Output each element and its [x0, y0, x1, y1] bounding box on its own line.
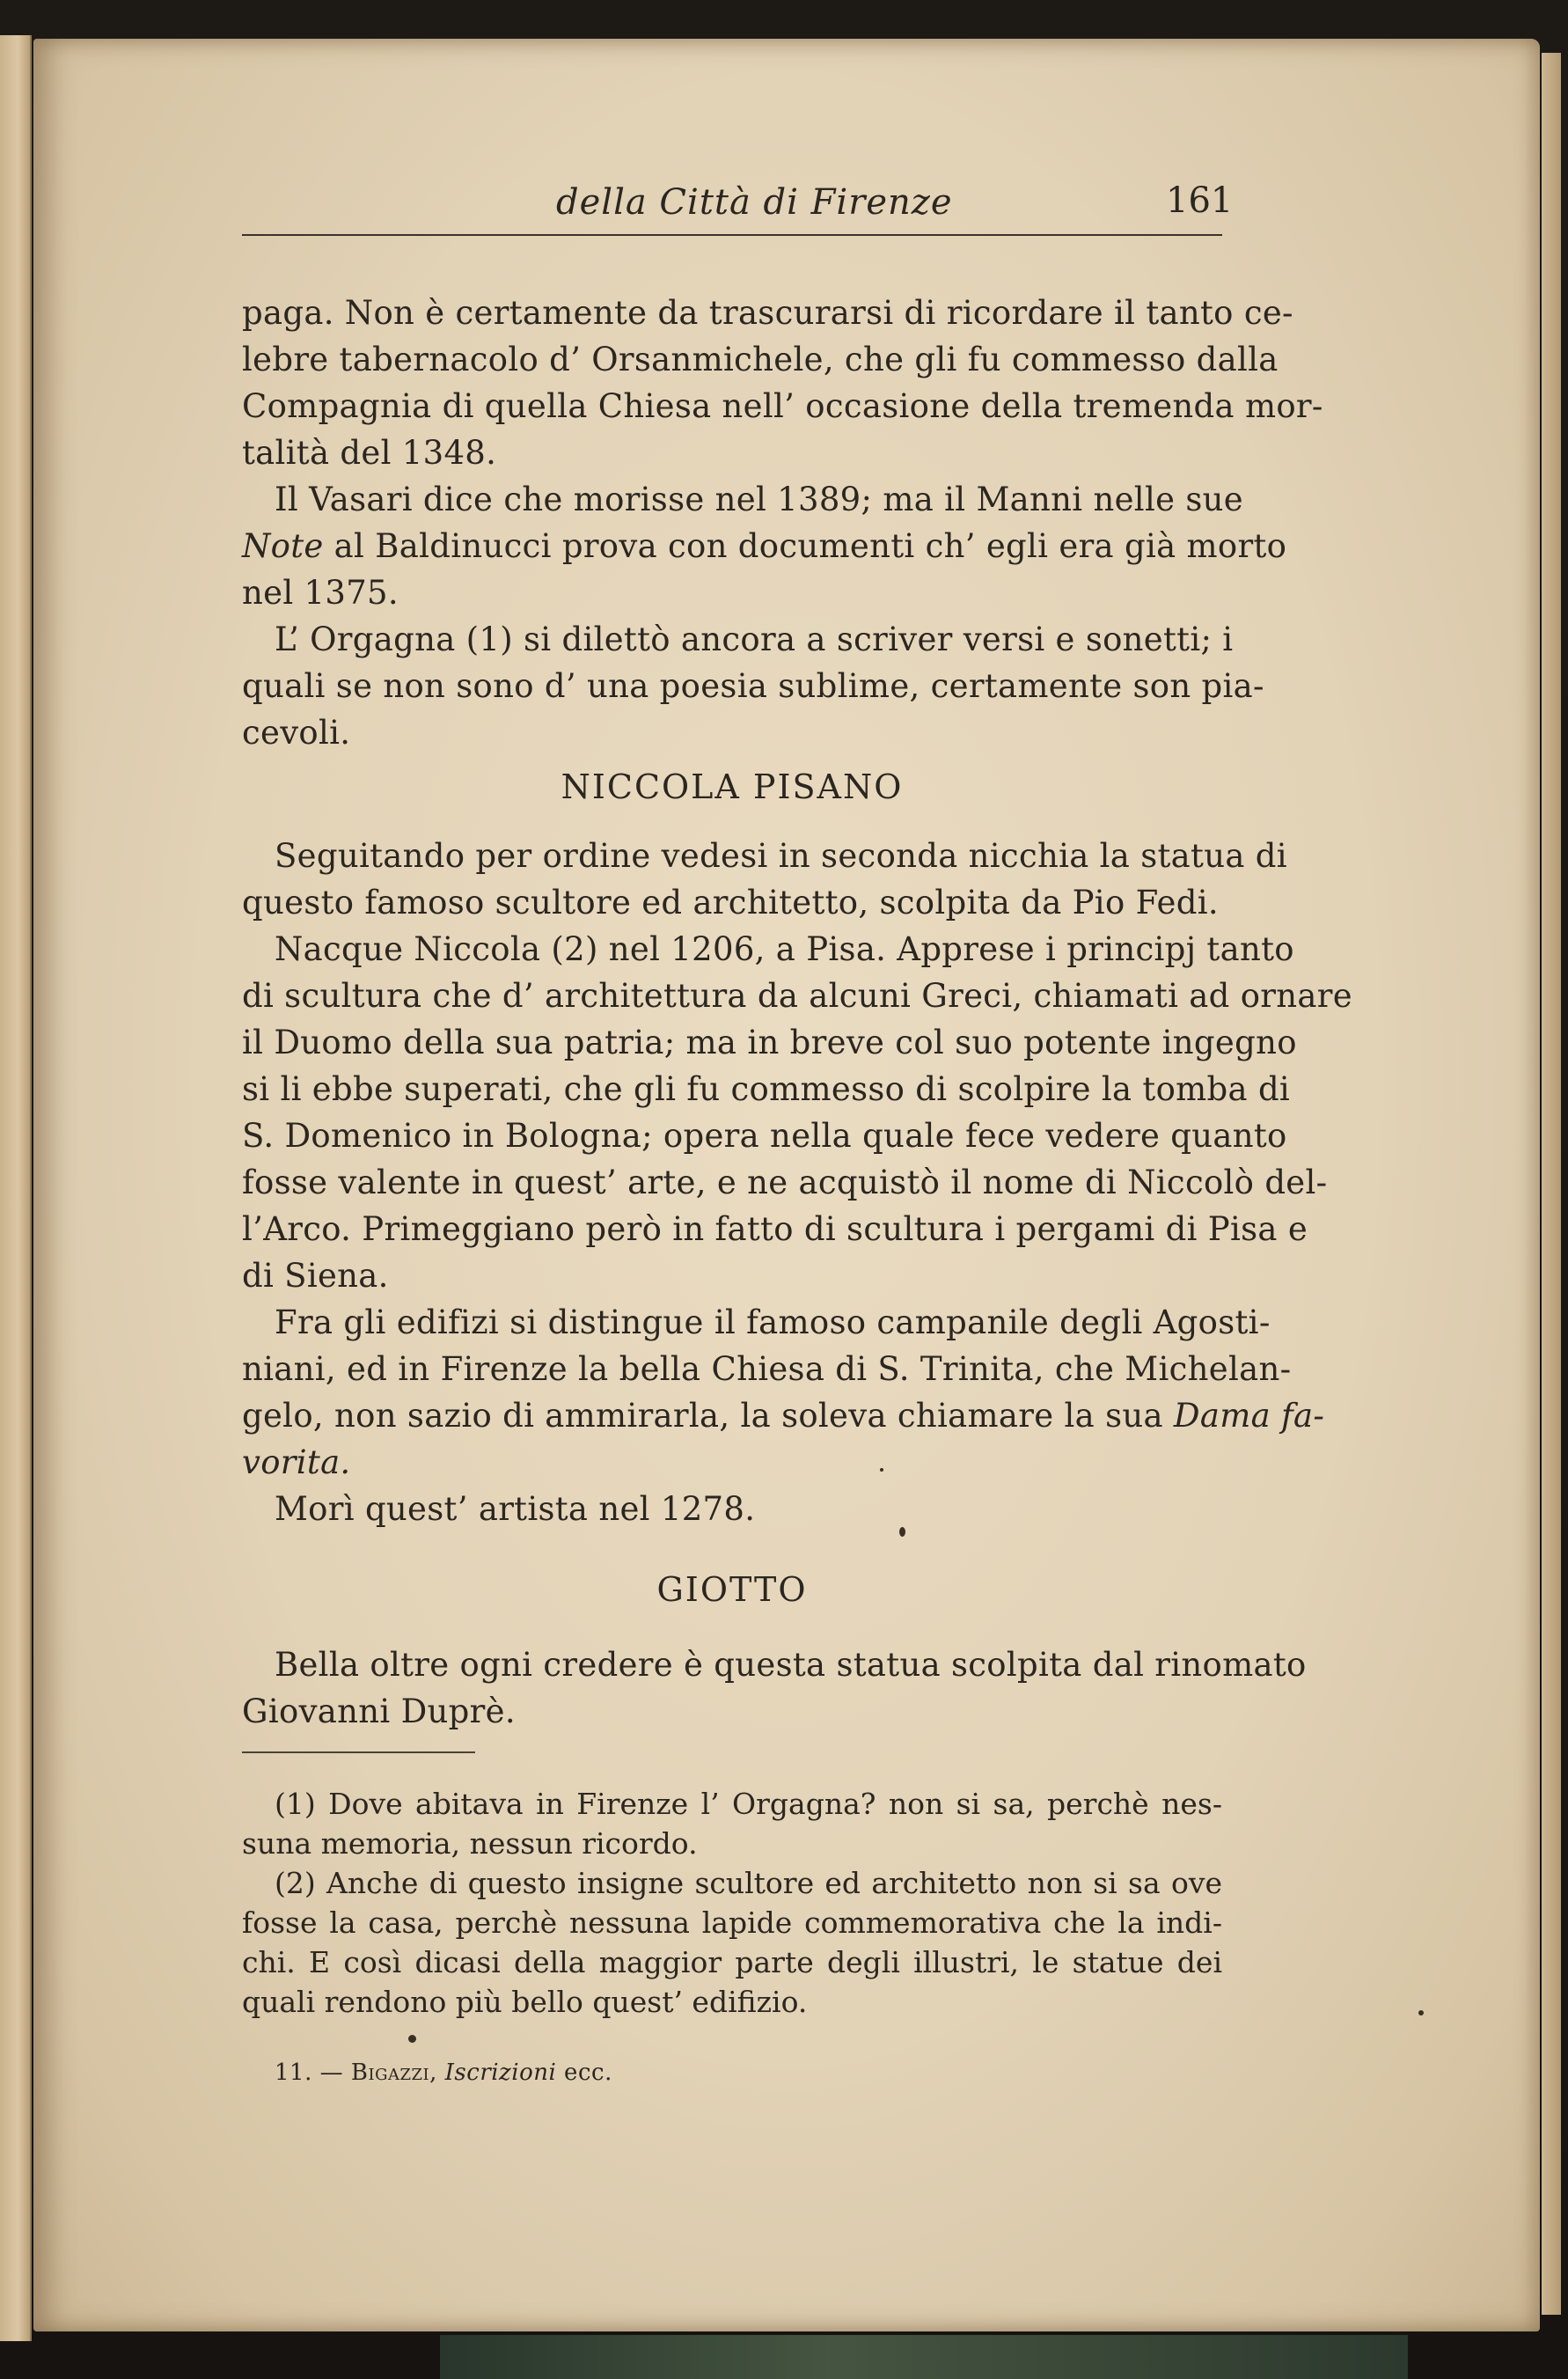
ink-speck — [899, 1527, 905, 1537]
footnote-line: suna memoria, nessun ricordo. — [242, 1826, 698, 1861]
header-rule — [242, 234, 1222, 236]
text-line: paga. Non è certamente da trascurarsi di ricordare il tanto ce- — [242, 294, 1293, 332]
text-line: il Duomo della sua patria; ma in breve col suo potente ingegno — [242, 1024, 1297, 1061]
text-line: L’ Orgagna (1) si dilettò ancora a scriver versi e sonetti; i — [275, 620, 1234, 658]
section-heading-giotto: GIOTTO — [656, 1570, 808, 1609]
text-line: Nacque Niccola (2) nel 1206, a Pisa. Apprese i principj tanto — [275, 930, 1294, 968]
text-line: fosse valente in quest’ arte, e ne acquistò il nome di Niccolò del- — [242, 1164, 1328, 1201]
text-line: l’Arco. Primeggiano però in fatto di scultura i pergami di Pisa e — [242, 1210, 1308, 1248]
text-line: Morì quest’ artista nel 1278. — [275, 1490, 756, 1528]
footnote-rule — [242, 1751, 475, 1753]
text-line: lebre tabernacolo d’ Orsanmichele, che gli fu commesso dalla — [242, 341, 1279, 378]
text-span: gelo, non sazio di ammirarla, la soleva chiamare la sua — [242, 1397, 1174, 1435]
footnote-line: chi. E così dicasi della maggior parte degli illustri, le statue dei — [242, 1945, 1222, 1979]
text-line: S. Domenico in Bologna; opera nella quale fece vedere quanto — [242, 1117, 1287, 1155]
ink-speck — [880, 1468, 883, 1472]
italic-word: Note — [242, 527, 324, 565]
text-line: questo famoso scultore ed architetto, scolpita da Pio Fedi. — [242, 884, 1219, 921]
page-number: 161 — [1166, 180, 1234, 221]
running-header-title: della Città di Firenze — [556, 182, 953, 223]
text-line: niani, ed in Firenze la bella Chiesa di S. Trinita, che Michelan- — [242, 1350, 1292, 1388]
text-line: Fra gli edifizi si distingue il famoso campanile degli Agosti- — [275, 1303, 1271, 1341]
signature-mark — [275, 2060, 612, 2086]
italic-word: vorita. — [242, 1443, 351, 1481]
text-line: talità del 1348. — [242, 434, 497, 472]
footnote-line: quali rendono più bello quest’ edifizio. — [242, 1985, 808, 2019]
signature-work: Iscrizioni — [436, 2060, 557, 2086]
text-line — [242, 527, 1287, 565]
text-line: di Siena. — [242, 1257, 389, 1295]
footnote-line: (2) Anche di questo insigne scultore ed architetto non si sa ove — [275, 1866, 1222, 1900]
footnote-line: (1) Dove abitava in Firenze l’ Orgagna? non si sa, perchè nes- — [275, 1787, 1222, 1821]
ink-speck — [1418, 2010, 1424, 2016]
text-line: nel 1375. — [242, 574, 399, 612]
ink-speck — [408, 2035, 416, 2043]
text-line — [242, 1397, 1325, 1435]
footnote-line: fosse la casa, perchè nessuna lapide commemorativa che la indi- — [242, 1905, 1222, 1940]
text-line: si li ebbe superati, che gli fu commesso di scolpire la tomba di — [242, 1070, 1291, 1108]
text-line: di scultura che d’ architettura da alcuni Greci, chiamati ad ornare — [242, 977, 1352, 1015]
section-heading-niccola-pisano: NICCOLA PISANO — [561, 767, 904, 806]
signature-number: 11. — — [275, 2060, 351, 2086]
text-line: quali se non sono d’ una poesia sublime, certamente son pia- — [242, 667, 1264, 705]
text-line — [242, 1443, 1222, 1481]
italic-phrase: Dama fa- — [1173, 1397, 1325, 1435]
signature-author: Bigazzi, — [350, 2060, 437, 2086]
text-line: Seguitando per ordine vedesi in seconda nicchia la statua di — [275, 837, 1287, 875]
text-line: Giovanni Duprè. — [242, 1692, 516, 1730]
text-line: Il Vasari dice che morisse nel 1389; ma il Manni nelle sue — [275, 481, 1243, 518]
text-line: Bella oltre ogni credere è questa statua scolpita dal rinomato — [275, 1646, 1307, 1684]
text-line: Compagnia di quella Chiesa nell’ occasione della tremenda mor- — [242, 387, 1323, 425]
text-line: cevoli. — [242, 714, 351, 752]
signature-rest: ecc. — [556, 2060, 612, 2086]
text-span: al Baldinucci prova con documenti ch’ egli era già morto — [323, 527, 1287, 565]
